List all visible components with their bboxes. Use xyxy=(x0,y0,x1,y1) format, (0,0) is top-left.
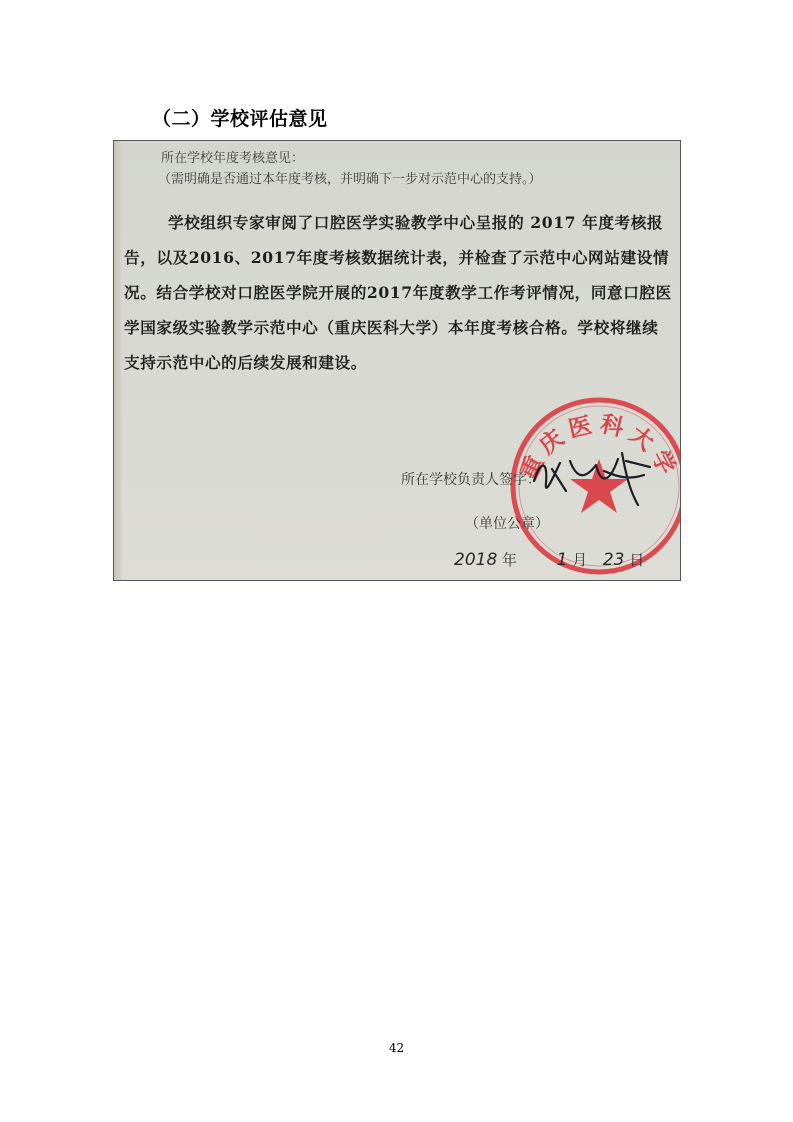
seal-note: （单位公章） xyxy=(465,516,549,532)
date-month: 1 xyxy=(556,550,568,570)
assessment-opinion: 学校组织专家审阅了口腔医学实验教学中心呈报的 2017 年度考核报告，以及2016、2017年度考核数据统计表，并检查了示范中心网站建设情况。结合学校对口腔医学院开展的2017年度教学工作考评情况，同意口腔医学国家级实验教学示范中心（重庆医科大学）本年度考核合格。学校将继续支持示范中心的后续发展和建设。 xyxy=(124,213,672,372)
date-year: 2018 xyxy=(454,550,498,570)
date-day-unit: 日 xyxy=(629,551,645,569)
section-title: （二）学校评估意见 xyxy=(152,108,328,130)
seal-text: 重庆医科大学 xyxy=(514,410,684,485)
signature-label: 所在学校负责人签字： xyxy=(401,472,541,488)
handwritten-signature xyxy=(526,441,656,511)
date-day: 23 xyxy=(602,550,625,570)
date-month-unit: 月 xyxy=(572,551,588,569)
assessment-prompt: 所在学校年度考核意见： xyxy=(161,151,305,166)
date-line xyxy=(454,549,644,570)
date-year-unit: 年 xyxy=(502,551,518,569)
page-number: 42 xyxy=(388,1041,405,1055)
scanned-form-photo xyxy=(113,140,684,581)
photo-edge xyxy=(114,141,122,581)
assessment-instruction: （需明确是否通过本年度考核，并明确下一步对示范中心的支持。） xyxy=(158,172,542,187)
